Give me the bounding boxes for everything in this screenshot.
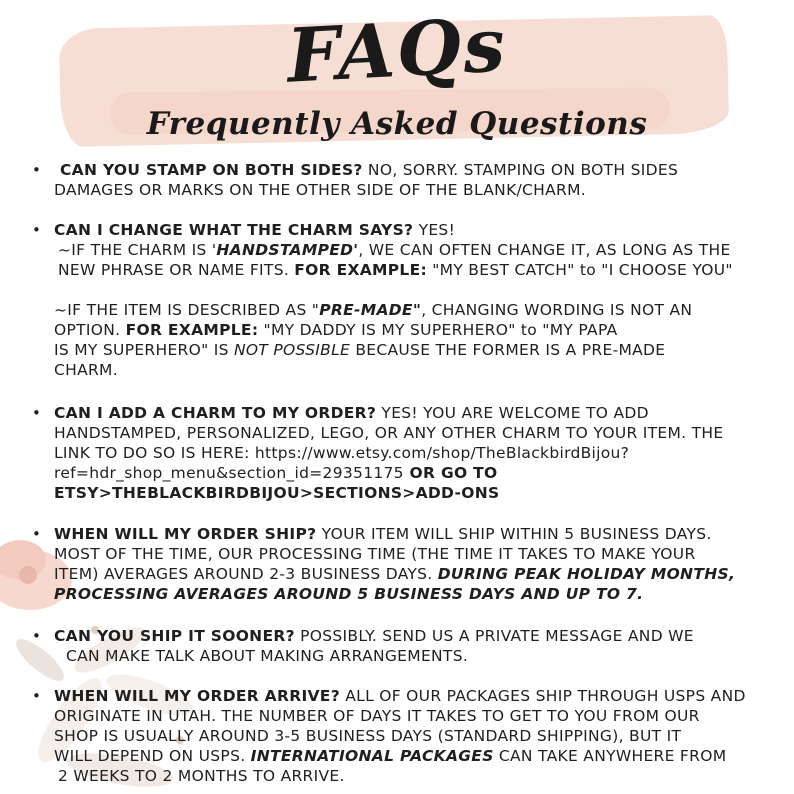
emphasis-text: HANDSTAMPED' — [216, 241, 359, 259]
faq-answer-text: WILL DEPEND ON USPS. — [54, 747, 251, 765]
faq-question: CAN I ADD A CHARM TO MY ORDER? — [54, 404, 377, 422]
faq-item — [32, 626, 789, 666]
faq-answer-text: OPTION. — [54, 321, 126, 339]
example-label: FOR EXAMPLE: — [125, 321, 259, 339]
faq-answer-line: CAN MAKE TALK ABOUT MAKING ARRANGEMENTS. — [66, 647, 469, 665]
emphasis-text: INTERNATIONAL PACKAGES — [250, 747, 494, 765]
faq-answer-line: MOST OF THE TIME, OUR PROCESSING TIME (THE TIME IT TAKES TO MAKE YOUR — [54, 545, 696, 563]
faq-answer: ALL OF OUR PACKAGES SHIP THROUGH USPS AND — [340, 687, 746, 705]
faq-answer: YOUR ITEM WILL SHIP WITHIN 5 BUSINESS DAYS. — [316, 525, 712, 543]
faq-answer-line: ORIGINATE IN UTAH. THE NUMBER OF DAYS IT TAKES TO GET TO YOU FROM OUR — [54, 707, 700, 725]
faq-answer: POSSIBLY. SEND US A PRIVATE MESSAGE AND WE — [294, 627, 694, 645]
faq-answer-line: DAMAGES OR MARKS ON THE OTHER SIDE OF THE BLANK/CHARM. — [54, 181, 587, 199]
page-subtitle: Frequently Asked Questions — [146, 106, 648, 142]
bullet: • — [32, 221, 42, 239]
shop-path: ETSY>THEBLACKBIRDBIJOU>SECTIONS>ADD-ONS — [54, 484, 500, 502]
faq-answer-line: SHOP IS USUALLY AROUND 3-5 BUSINESS DAYS (STANDARD SHIPPING), BUT IT — [54, 727, 682, 745]
faq-item — [32, 220, 789, 380]
faq-answer-line: CHARM. — [54, 361, 118, 379]
faq-item — [32, 403, 789, 503]
faq-question: WHEN WILL MY ORDER ARRIVE? — [54, 687, 340, 705]
shop-link[interactable]: ref=hdr_shop_menu&section_id=29351175 — [54, 464, 404, 482]
faq-answer-text: BECAUSE THE FORMER IS A PRE-MADE — [350, 341, 666, 359]
bullet: • — [32, 525, 42, 543]
faq-answer-text: LINK TO DO SO IS HERE: — [54, 444, 255, 462]
faq-question: CAN YOU SHIP IT SOONER? — [54, 627, 295, 645]
faq-answer-text: NEW PHRASE OR NAME FITS. — [58, 261, 295, 279]
faq-question: WHEN WILL MY ORDER SHIP? — [54, 525, 317, 543]
faq-answer-text: "MY BEST CATCH" to "I CHOOSE YOU" — [426, 261, 733, 279]
faq-item — [32, 160, 789, 200]
bullet: • — [32, 404, 42, 422]
faq-answer: YES! YOU ARE WELCOME TO ADD — [376, 404, 649, 422]
example-label: FOR EXAMPLE: — [294, 261, 427, 279]
faq-answer-text: , WE CAN OFTEN CHANGE IT, AS LONG AS THE — [358, 241, 731, 259]
faq-answer-text: , CHANGING WORDING IS NOT AN — [421, 301, 693, 319]
page-title: FAQs — [285, 2, 509, 100]
emphasis-text: DURING PEAK HOLIDAY MONTHS, — [437, 565, 736, 583]
emphasis-text: PRE-MADE" — [319, 301, 422, 319]
faq-answer-line: 2 WEEKS TO 2 MONTHS TO ARRIVE. — [58, 767, 345, 785]
bullet: • — [32, 687, 42, 705]
bullet: • — [32, 161, 42, 179]
faq-answer-text: CAN TAKE ANYWHERE FROM — [493, 747, 727, 765]
emphasis-text: NOT POSSIBLE — [234, 341, 351, 359]
faq-answer-text: ~IF THE ITEM IS DESCRIBED AS " — [54, 301, 320, 319]
faq-item — [32, 524, 789, 604]
faq-answer-text: ITEM) AVERAGES AROUND 2-3 BUSINESS DAYS. — [54, 565, 438, 583]
faq-question: CAN YOU STAMP ON BOTH SIDES? — [60, 161, 363, 179]
faq-answer-line: HANDSTAMPED, PERSONALIZED, LEGO, OR ANY OTHER CHARM TO YOUR ITEM. THE — [54, 424, 724, 442]
faq-answer-text: OR GO TO — [403, 464, 498, 482]
emphasis-text: PROCESSING AVERAGES AROUND 5 BUSINESS DAYS AND UP TO 7. — [54, 585, 644, 603]
faq-answer: NO, SORRY. STAMPING ON BOTH SIDES — [362, 161, 679, 179]
faq-answer-text: IS MY SUPERHERO" IS — [54, 341, 235, 359]
faq-question: CAN I CHANGE WHAT THE CHARM SAYS? — [54, 221, 414, 239]
bullet: • — [32, 627, 42, 645]
faq-item — [32, 686, 789, 786]
faq-answer: YES! — [413, 221, 456, 239]
shop-link[interactable]: https://www.etsy.com/shop/TheBlackbirdBijou? — [254, 444, 630, 462]
faq-answer-text: "MY DADDY IS MY SUPERHERO" to "MY PAPA — [258, 321, 618, 339]
faq-answer-text: ~IF THE CHARM IS ' — [58, 241, 217, 259]
